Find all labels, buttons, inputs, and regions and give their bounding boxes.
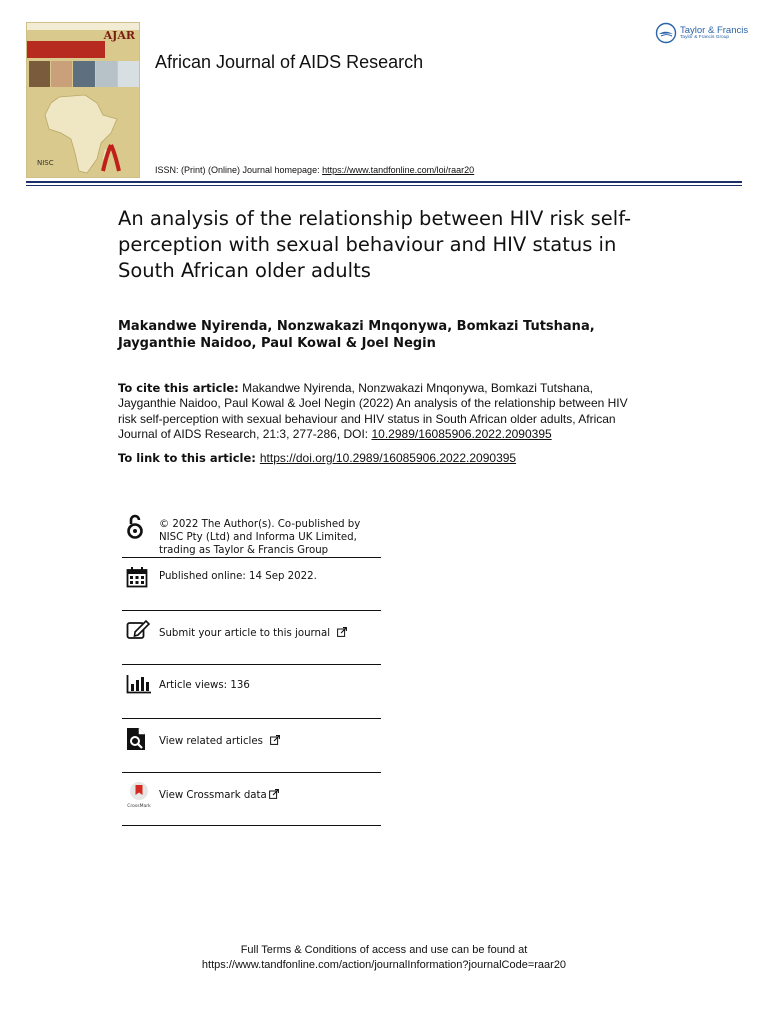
publisher-name: Taylor & Francis [680,25,749,36]
taylor-francis-icon [655,22,677,44]
article-doi-url[interactable]: https://doi.org/10.2989/16085906.2022.2090395 [259,451,517,465]
cover-photo-strip [29,61,139,87]
external-link-icon [337,627,347,637]
open-access-text: © 2022 The Author(s). Co-published by NISC Pty (Ltd) and Informa UK Limited, trading as Taylor & Francis Group [159,519,361,556]
crossmark-row[interactable] [122,773,381,826]
terms-footer [0,943,768,973]
citation-block [118,381,648,443]
submit-article-link[interactable] [159,627,347,640]
issn-text: ISSN: (Print) (Online) Journal homepage: [155,165,323,175]
crossmark-icon [126,781,152,809]
bar-chart-icon [126,674,152,694]
views-row [122,665,381,719]
citation-text: Makandwe Nyirenda, Nonzwakazi Mnqonywa, Bomkazi Tutshana, Jayganthie Naidoo, Paul Kowal & Joel Negin (2022) An analysis of the relationship between HIV risk self-perception with sexual behaviour and HIV status in South African older adults, African Journal of AIDS Research, 21:3, 277-286, DOI: [118,381,628,442]
link-label: To link to this article: [118,451,260,465]
published-row [122,558,381,611]
open-access-icon [126,514,144,540]
external-link-icon [270,735,280,745]
issn-line [155,165,474,175]
terms-line: Full Terms & Conditions of access and use can be found at [240,944,528,956]
journal-title[interactable]: African Journal of AIDS Research [155,52,424,72]
article-title: An analysis of the relationship between HIV risk self-perception with sexual behaviour and HIV status in South African older adults [118,207,632,282]
open-access-row [122,510,381,558]
cover-abbrev: AJAR [103,29,135,42]
article-authors: Makandwe Nyirenda, Nonzwakazi Mnqonywa, Bomkazi Tutshana, Jayganthie Naidoo, Paul Kowal & Joel Negin [118,319,595,351]
citation-doi-link[interactable]: 10.2989/16085906.2022.2090395 [371,427,552,442]
article-link-line [118,451,648,465]
view-related-label: View related articles [159,736,263,747]
journal-cover-image [26,22,140,178]
calendar-icon [126,566,148,588]
article-views: Article views: 136 [159,680,250,691]
view-crossmark-link[interactable] [159,789,279,802]
terms-url[interactable]: https://www.tandfonline.com/action/journalInformation?journalCode=raar20 [201,959,567,971]
related-row[interactable] [122,719,381,773]
view-crossmark-label: View Crossmark data [159,790,267,801]
cover-red-band [27,41,105,58]
header-rule-thin [26,185,742,186]
article-info-panel [122,510,381,826]
citation-label: To cite this article: [118,381,239,395]
journal-homepage-link[interactable]: https://www.tandfonline.com/loi/raar20 [322,165,475,175]
taylor-francis-logo[interactable] [655,22,748,44]
published-date: Published online: 14 Sep 2022. [159,571,317,582]
submit-row[interactable] [122,611,381,665]
view-related-link[interactable] [159,735,280,748]
external-link-icon [269,789,279,799]
cover-publisher-mark: NISC [37,159,54,167]
publisher-sub: Taylor & Francis Group [680,35,730,40]
crossmark-icon-text: CrossMark [127,804,151,809]
edit-icon [126,619,150,641]
header-rule [26,181,742,183]
related-articles-icon [126,727,148,751]
submit-article-label: Submit your article to this journal [159,628,331,639]
